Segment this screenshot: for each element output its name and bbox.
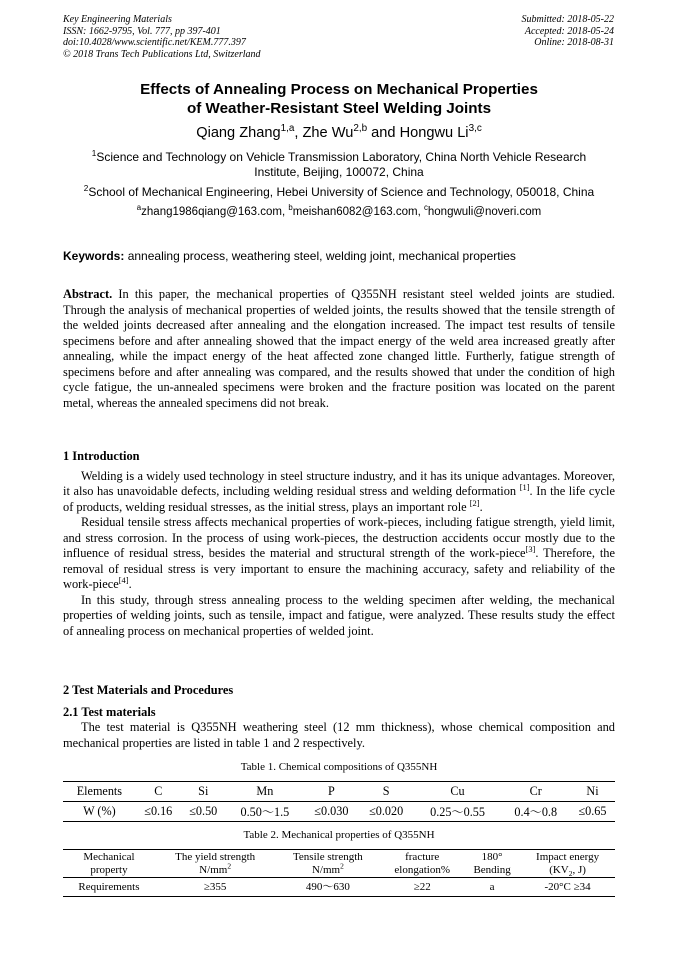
- intro-p2-text-a: Residual tensile stress affects mechanical properties of work-pieces, including fatigue strength, yield limit, and stress corrosion. In the process of using work-pieces, the destruction accidents occur mostly due to the influence of residual stress, besides the material and structural strength of the work-piece: [63, 515, 615, 561]
- table-1-header-cell: P: [327, 784, 335, 798]
- paper-title: [0, 80, 678, 118]
- email-c-marker: c: [423, 203, 428, 213]
- email-b[interactable]: meishan6082@163.com: [292, 206, 418, 218]
- header-line: [155, 860, 275, 877]
- unit-text: (KV: [549, 863, 569, 876]
- table-2-cell: -20°C ≥34: [544, 880, 591, 893]
- keywords-label: Keywords:: [63, 249, 125, 263]
- header-line: Tensile strength: [292, 851, 363, 863]
- table-1-chemical-composition: [63, 781, 615, 822]
- email-separator: ,: [282, 206, 289, 218]
- table-2-cell: ≥355: [203, 880, 227, 893]
- section-materials: [63, 683, 615, 751]
- table-2-header-cell: [464, 850, 520, 878]
- table-1-header-cell: Ni: [586, 784, 599, 798]
- unit-exponent: 2: [227, 860, 232, 870]
- author-separator: and: [367, 125, 400, 141]
- section-introduction: [63, 449, 615, 640]
- intro-paragraph-1: [63, 469, 615, 516]
- affiliation-1-line-1: Science and Technology on Vehicle Transmission Laboratory, China North Vehicle Research: [96, 150, 587, 164]
- email-c[interactable]: hongwuli@noveri.com: [427, 206, 542, 218]
- journal-doi: doi:10.4028/www.scientific.net/KEM.777.397: [63, 37, 246, 48]
- email-list: [0, 203, 678, 218]
- table-1-cell: 0.4～0.8: [514, 805, 558, 819]
- abstract: [63, 287, 615, 411]
- header-line: elongation%: [394, 863, 451, 876]
- citation-2[interactable]: [2]: [469, 497, 480, 508]
- table-2-header-cell: [155, 850, 275, 878]
- email-separator: ,: [417, 206, 424, 218]
- journal-copyright: © 2018 Trans Tech Publications Ltd, Switzerland: [63, 48, 261, 60]
- table-2-header-row: [63, 850, 615, 878]
- unit-text: N/mm: [199, 863, 228, 876]
- table-1-cell: W (%): [83, 804, 116, 818]
- email-a-marker: a: [136, 203, 142, 213]
- unit-subscript: 2: [568, 868, 573, 878]
- table-1-header-cell: C: [154, 784, 163, 798]
- author-2-affil: 2,b: [353, 123, 368, 135]
- date-online: Online: 2018-08-31: [534, 37, 614, 48]
- section-2-heading: 2 Test Materials and Procedures: [63, 683, 234, 697]
- email-b-marker: b: [288, 203, 293, 213]
- table-1-header-cell: Si: [198, 784, 209, 798]
- journal-name: Key Engineering Materials: [63, 14, 172, 25]
- table-1-row: [63, 802, 615, 822]
- email-a[interactable]: zhang1986qiang@163.com: [141, 206, 282, 218]
- intro-p2-text-b: . Therefore, the removal of residual stress is very important to ensure the machining accuracy, safety and reliability of the work-piece: [63, 546, 615, 592]
- dates-header: [522, 14, 615, 49]
- affiliation-1-marker: 1: [91, 149, 97, 158]
- citation-1[interactable]: [1]: [519, 481, 530, 492]
- table-1-header-cell: S: [382, 784, 390, 798]
- table-1-cell: ≤0.16: [144, 804, 173, 818]
- abstract-label: Abstract.: [63, 287, 113, 301]
- table-2-header-cell: [275, 850, 380, 878]
- table-2-cell: Requirements: [78, 880, 140, 893]
- intro-paragraph-2: [63, 515, 615, 593]
- intro-p1-text-a: Welding is a widely used technology in steel structure industry, and it has its unique advantages. Moreover, it also has unavoidable defects, including welding residual stress and welding deformation: [63, 468, 615, 499]
- date-accepted: Accepted: 2018-05-24: [524, 25, 614, 37]
- header-line: fracture: [405, 851, 440, 863]
- keywords: [63, 249, 615, 263]
- author-1: Qiang Zhang: [196, 125, 281, 141]
- author-list: [0, 124, 678, 142]
- author-3: Hongwu Li: [399, 125, 469, 141]
- table-2-caption: Table 2. Mechanical properties of Q355NH: [243, 829, 435, 841]
- table-2-header-cell: [63, 850, 155, 878]
- journal-header: [63, 14, 261, 60]
- author-2: Zhe Wu: [302, 125, 354, 141]
- affiliation-1: [0, 150, 678, 180]
- table-1-header-cell: Cr: [529, 784, 542, 798]
- affiliation-2: [0, 185, 678, 200]
- keywords-text: annealing process, weathering steel, welding joint, mechanical properties: [124, 249, 516, 263]
- table-2-cell: 490～630: [305, 880, 350, 893]
- affiliation-2-text: School of Mechanical Engineering, Hebei University of Science and Technology, 050018, China: [88, 185, 595, 199]
- intro-p1-text-b: . In the life cycle of products, welding residual stresses, as the initial stress, plays an important role: [63, 484, 615, 514]
- header-line: The yield strength: [175, 851, 256, 863]
- title-line-2: of Weather-Resistant Steel Welding Joints: [186, 100, 492, 117]
- header-line: 180°: [481, 851, 503, 863]
- table-1-header-cell: Cu: [450, 784, 465, 798]
- table-1-header-cell: Mn: [256, 784, 274, 798]
- intro-p1-text-c: .: [479, 499, 483, 514]
- affiliation-1-line-2: Institute, Beijing, 100072, China: [254, 165, 424, 179]
- table-1-cell: 0.25～0.55: [430, 805, 485, 819]
- intro-paragraph-3: In this study, through stress annealing process to the welding specimen after welding, the mechanical properties of welding joints, such as tensile, impact and fatigue, were analyzed. These results study the effect of annealing process on mechanical properties of welded joint.: [63, 592, 615, 639]
- table-1-cell: ≤0.50: [189, 804, 218, 818]
- header-line: Mechanical: [83, 851, 135, 863]
- abstract-text: In this paper, the mechanical properties of Q355NH resistant steel welded joints are studied. Through the analysis of mechanical properties of welded joints, the results showed that the tensile strength of the welded joints decreased after annealing and the elongation increased. The impact test results of tensile specimens before and after annealing showed that the impact energy of the weld area increased greatly after annealing, while the impact energy of the heat affected zone changed little. Furtherly, fatigue strength of specimens before and after annealing was compared, and the results showed that under the condition of high cycle fatigue, the un-annealed specimens were broken and the fracture position was located on the parent metal, whereas the annealed specimens did not break.: [63, 287, 615, 410]
- table-2-row: [63, 878, 615, 897]
- materials-paragraph: The test material is Q355NH weathering steel (12 mm thickness), whose chemical composition and mechanical properties are listed in table 1 and 2 respectively.: [63, 720, 615, 750]
- table-2-mechanical-properties: [63, 849, 615, 897]
- citation-4[interactable]: [4]: [118, 575, 129, 586]
- header-line: Impact energy: [536, 851, 600, 863]
- author-3-affil: 3,c: [468, 123, 482, 135]
- table-1-cell: ≤0.65: [578, 804, 607, 818]
- table-1-cell: ≤0.020: [369, 804, 404, 818]
- table-2-header-cell: [380, 850, 464, 878]
- table-2-cell: ≥22: [413, 880, 431, 893]
- table-1-header-row: [63, 782, 615, 802]
- intro-p2-text-c: .: [128, 577, 132, 592]
- author-separator: ,: [294, 125, 303, 141]
- subsection-2-1-heading: 2.1 Test materials: [63, 704, 156, 719]
- table-1-cell: ≤0.030: [314, 804, 349, 818]
- date-submitted: Submitted: 2018-05-22: [521, 14, 614, 25]
- table-1-cell: 0.50～1.5: [240, 805, 290, 819]
- citation-3[interactable]: [3]: [525, 544, 536, 555]
- journal-issn: ISSN: 1662-9795, Vol. 777, pp 397-401: [63, 25, 221, 37]
- introduction-heading: 1 Introduction: [63, 449, 140, 463]
- header-line: [520, 864, 615, 877]
- table-2-cell: a: [489, 880, 495, 893]
- author-1-affil: 1,a: [280, 123, 295, 135]
- table-1-header-cell: Elements: [76, 784, 123, 798]
- header-line: [275, 860, 380, 877]
- unit-exponent: 2: [340, 860, 344, 870]
- unit-text: , J): [572, 863, 586, 876]
- affiliation-2-marker: 2: [83, 184, 89, 193]
- header-line: property: [90, 863, 128, 876]
- table-2-header-cell: [520, 850, 615, 878]
- title-line-1: Effects of Annealing Process on Mechanical Properties: [140, 81, 538, 98]
- table-1-caption: Table 1. Chemical compositions of Q355NH: [240, 761, 438, 773]
- header-line: Bending: [473, 863, 511, 876]
- unit-text: N/mm: [311, 863, 341, 876]
